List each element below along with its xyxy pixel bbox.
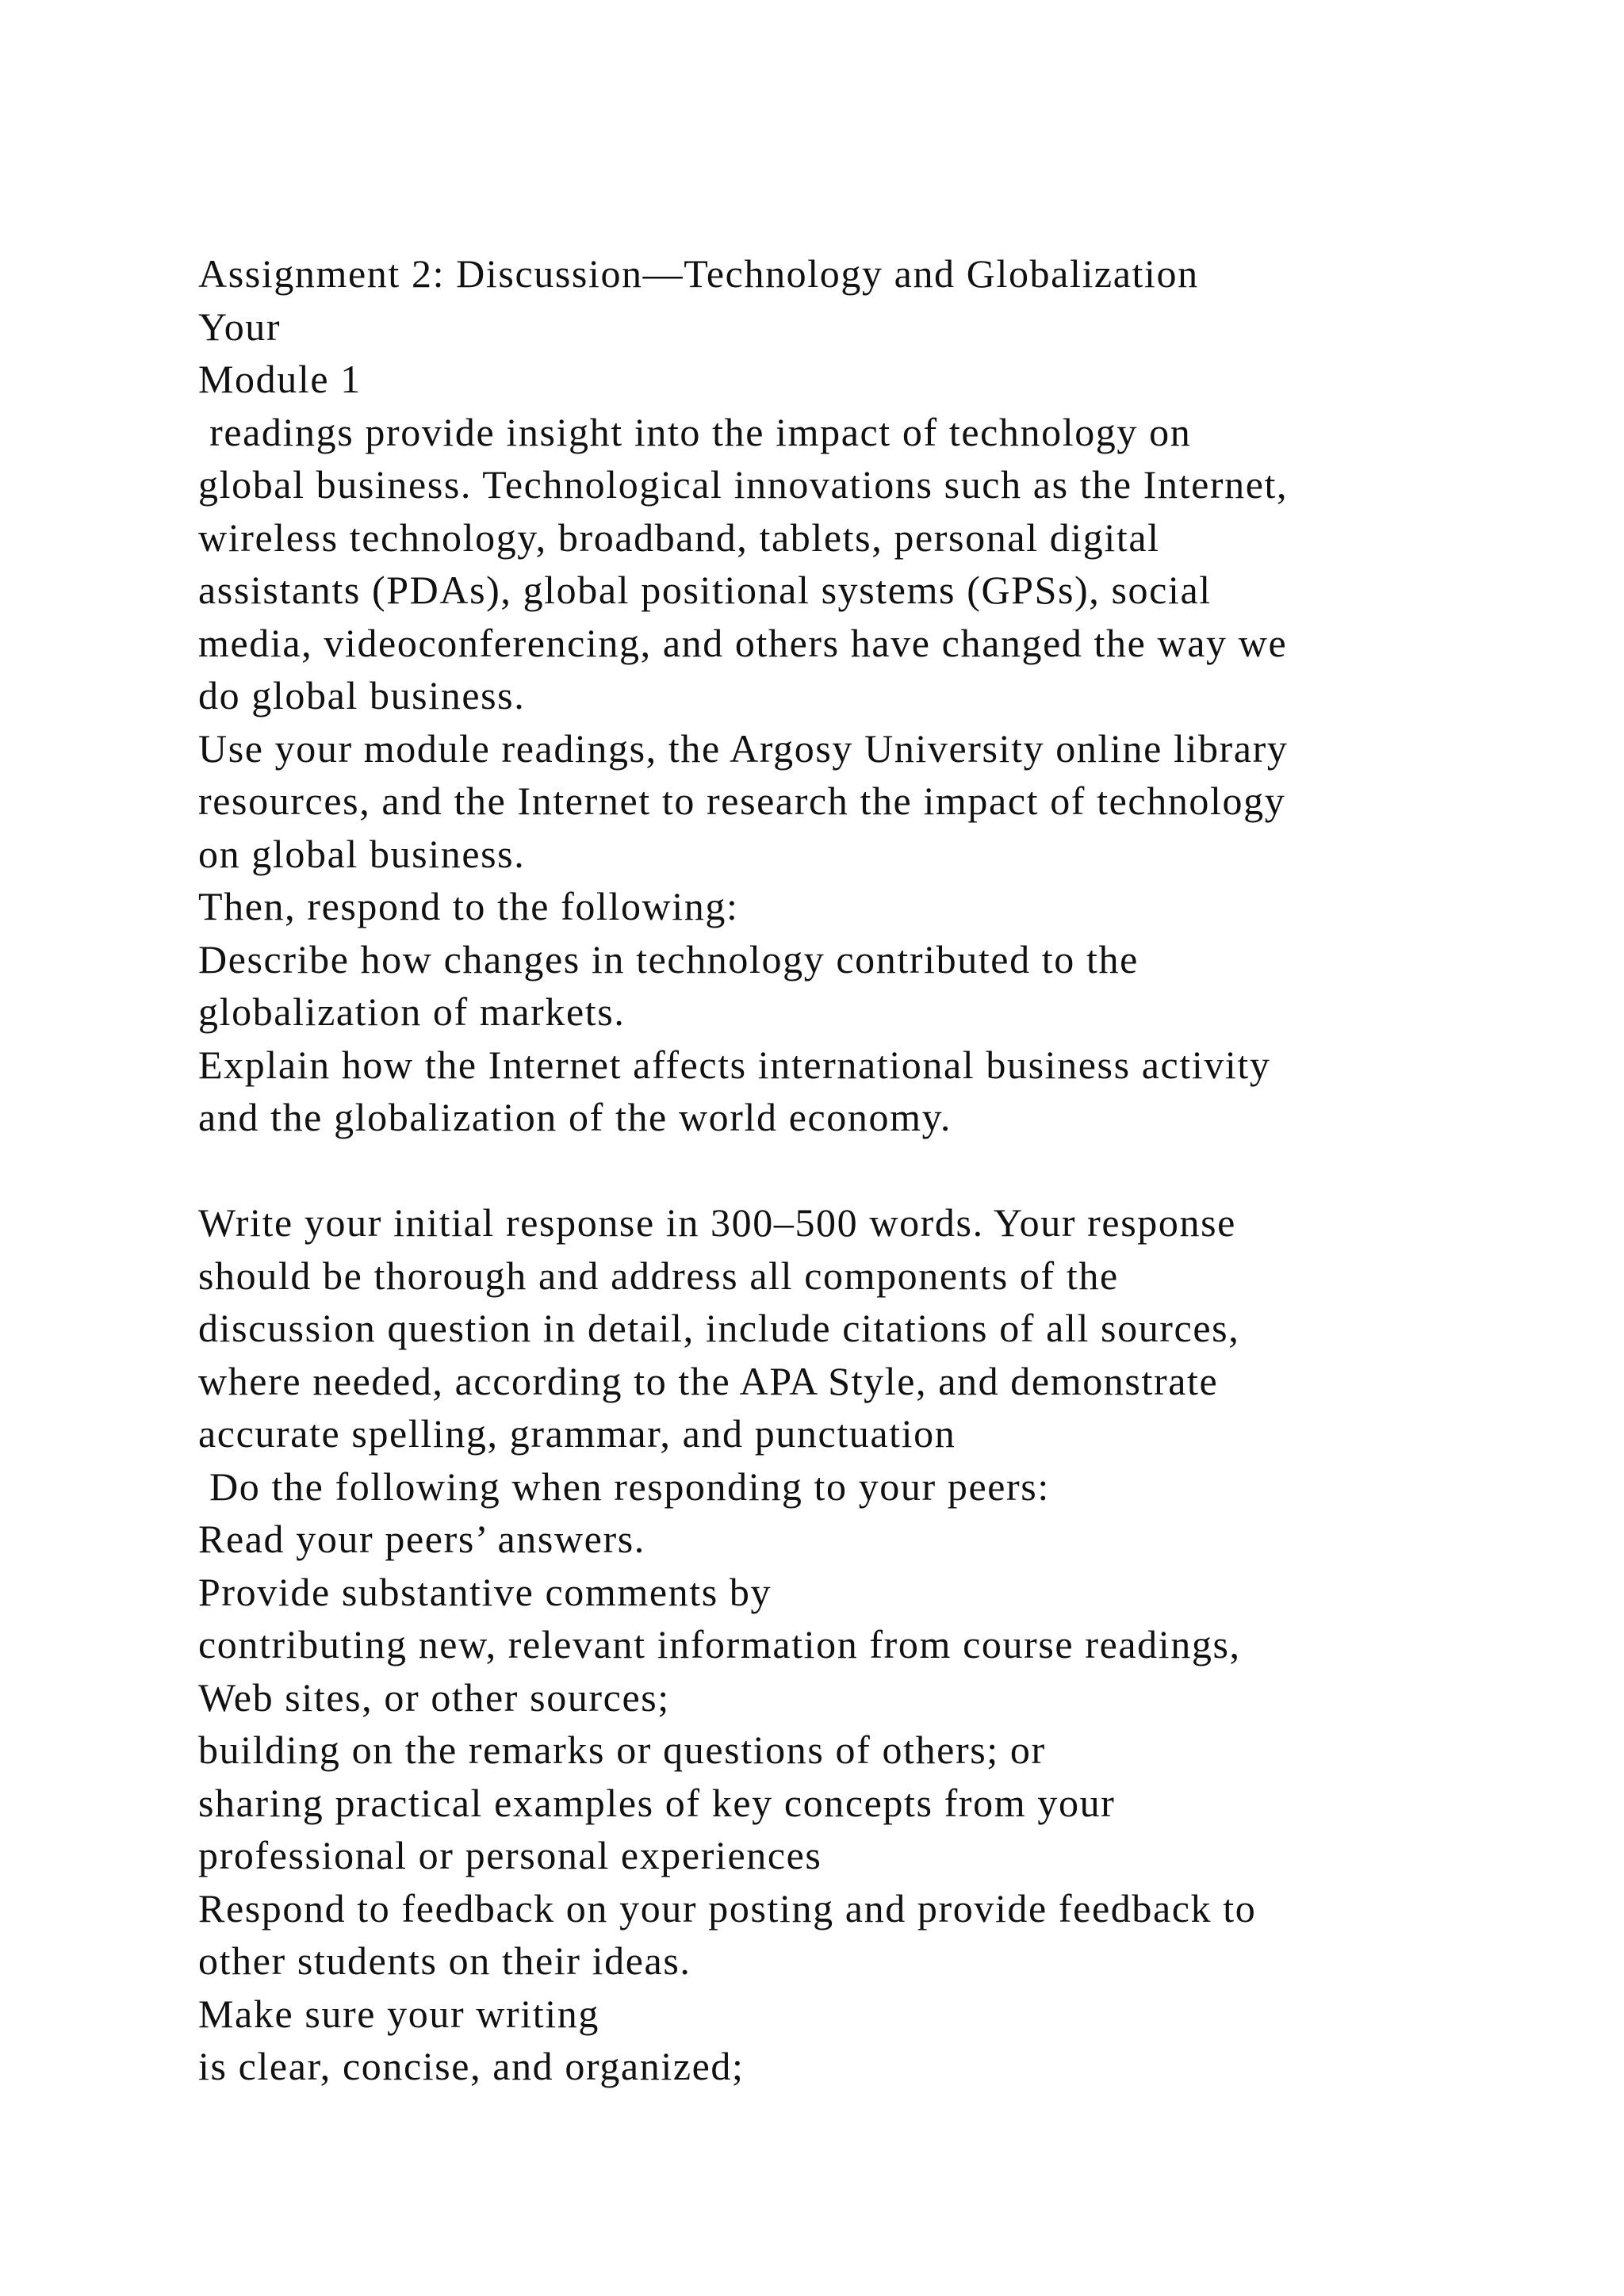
document-body [198, 247, 1546, 2093]
text-line: Your [198, 304, 282, 349]
text-line: Explain how the Internet affects international business activity [198, 1042, 1271, 1087]
text-line: Module 1 [198, 357, 362, 401]
blank-line [198, 1144, 1546, 1197]
text-line: Describe how changes in technology contributed to the [198, 936, 1139, 982]
text-line: Read your peers’ answers. [198, 1517, 645, 1561]
text-line: building on the remarks or questions of others; or [198, 1728, 1046, 1772]
text-line: Web sites, or other sources; [198, 1674, 670, 1720]
text-line: accurate spelling, grammar, and punctuation [198, 1411, 956, 1456]
text-line: Assignment 2: Discussion—Technology and Globalization [198, 251, 1199, 296]
text-line: Do the following when responding to your peers: [198, 1464, 1050, 1509]
text-line: global business. Technological innovations such as the Internet, [198, 462, 1289, 507]
text-line: Provide substantive comments by [198, 1569, 772, 1614]
text-line: Use your module readings, the Argosy University online library [198, 725, 1289, 771]
text-line: Then, respond to the following: [198, 884, 739, 928]
text-line: other students on their ideas. [198, 1938, 691, 1983]
text-line: do global business. [198, 673, 526, 718]
text-line: sharing practical examples of key concepts from your [198, 1780, 1116, 1825]
text-line: contributing new, relevant information from course readings, [198, 1622, 1241, 1667]
text-line: discussion question in detail, include citations of all sources, [198, 1306, 1240, 1350]
text-line: on global business. [198, 831, 526, 876]
text-line: Respond to feedback on your posting and provide feedback to [198, 1885, 1257, 1931]
text-line: is clear, concise, and organized; [198, 2044, 745, 2088]
text-line: Make sure your writing [198, 1991, 599, 2036]
text-line: readings provide insight into the impact of technology on [198, 409, 1192, 454]
text-line: wireless technology, broadband, tablets, personal digital [198, 515, 1160, 560]
text-line: media, videoconferencing, and others have changed the way we [198, 620, 1288, 665]
text-line: where needed, according to the APA Style, and demonstrate [198, 1358, 1219, 1403]
text-line: should be thorough and address all components of the [198, 1253, 1119, 1298]
text-line: resources, and the Internet to research the impact of technology [198, 779, 1286, 823]
text-line: professional or personal experiences [198, 1833, 822, 1877]
text-line: assistants (PDAs), global positional systems (GPSs), social [198, 568, 1212, 612]
text-line: Write your initial response in 300–500 words. Your response [198, 1200, 1236, 1245]
text-line: and the globalization of the world economy. [198, 1095, 952, 1139]
text-line: globalization of markets. [198, 989, 626, 1034]
